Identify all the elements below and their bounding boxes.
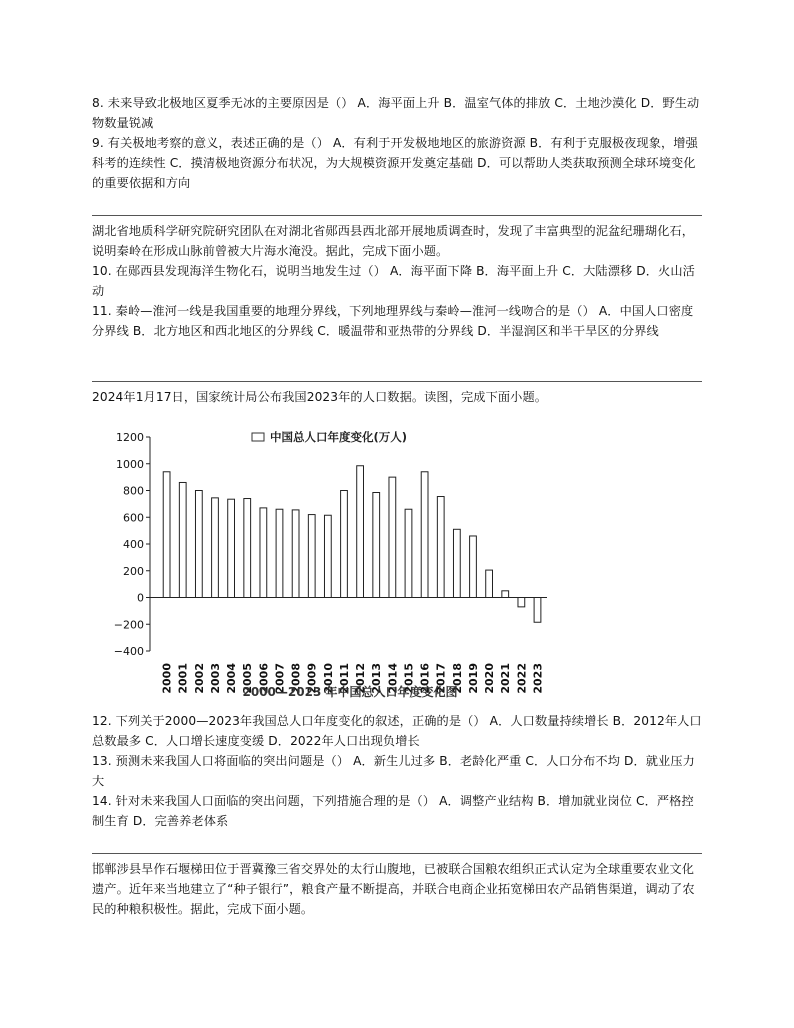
question-8: 8. 未来导致北极地区夏季无冰的主要原因是（） A．海平面上升 B．温室气体的排放 C．土地沙漠化 D．野生动物数量锐减 bbox=[92, 96, 700, 130]
x-tick-label: 2002 bbox=[192, 663, 206, 694]
x-tick-label: 2015 bbox=[402, 663, 416, 694]
bar-2004 bbox=[228, 499, 235, 597]
section-divider bbox=[92, 381, 702, 382]
bar-2002 bbox=[195, 491, 202, 598]
x-tick-label: 2008 bbox=[289, 663, 303, 694]
y-tick-label: 800 bbox=[123, 484, 144, 498]
question-12: 12. 下列关于2000—2023年我国总人口年度变化的叙述，正确的是（） A．人口数量持续增长 B．2012年人口总数最多 C．人口增长速度变缓 D．2022年人口出现负增长 bbox=[92, 714, 702, 748]
bar-2023 bbox=[534, 598, 541, 623]
chart-title: 2000—2023 年中国总人口年度变化图 bbox=[242, 685, 458, 699]
population-chart-svg bbox=[92, 425, 562, 705]
x-tick-label: 2013 bbox=[370, 663, 384, 694]
y-tick-label: 200 bbox=[123, 564, 144, 578]
question-14: 14. 针对未来我国人口面临的突出问题，下列措施合理的是（） A．调整产业结构 B．增加就业岗位 C．严格控制生育 D．完善养老体系 bbox=[92, 794, 694, 828]
bar-2013 bbox=[373, 493, 380, 598]
bar-2012 bbox=[357, 466, 364, 598]
x-tick-label: 2018 bbox=[450, 663, 464, 694]
bar-2001 bbox=[179, 482, 186, 597]
bar-2017 bbox=[437, 497, 444, 598]
x-tick-label: 2022 bbox=[515, 663, 529, 694]
bar-2006 bbox=[260, 508, 267, 598]
x-tick-label: 2000 bbox=[160, 663, 174, 694]
bar-2021 bbox=[502, 591, 509, 598]
y-tick-label: −200 bbox=[113, 618, 144, 632]
x-tick-label: 2009 bbox=[305, 663, 319, 694]
question-13: 13. 预测未来我国人口将面临的突出问题是（） A．新生儿过多 B．老龄化严重 C．人口分布不均 D．就业压力大 bbox=[92, 754, 695, 788]
bar-2007 bbox=[276, 509, 283, 597]
y-tick-label: 600 bbox=[123, 511, 144, 525]
x-tick-label: 2012 bbox=[354, 663, 368, 694]
x-tick-label: 2006 bbox=[257, 663, 271, 694]
y-tick-label: 1200 bbox=[116, 431, 144, 444]
x-tick-label: 2010 bbox=[321, 663, 335, 694]
x-tick-label: 2005 bbox=[241, 663, 255, 694]
x-tick-label: 2021 bbox=[499, 663, 513, 694]
question-9: 9. 有关极地考察的意义，表述正确的是（） A．有利于开发极地地区的旅游资源 B．有利于克服极夜现象，增强科考的连续性 C．摸清极地资源分布状况，为大规模资源开发奠定基础 D．可以帮助人类获取预测全球环境变化的重要依据和方向 bbox=[92, 136, 698, 190]
section-divider bbox=[92, 853, 702, 854]
section-fossil bbox=[92, 221, 702, 341]
bar-2018 bbox=[453, 529, 460, 597]
bar-2014 bbox=[389, 477, 396, 597]
bar-2005 bbox=[244, 499, 251, 598]
bar-2011 bbox=[341, 491, 348, 598]
bar-2003 bbox=[212, 498, 219, 598]
y-tick-label: −400 bbox=[113, 645, 144, 658]
passage-terraces: 邯郸涉县旱作石堰梯田位于晋冀豫三省交界处的太行山腹地，已被联合国粮农组织正式认定为全球重要农业文化遗产。近年来当地建立了“种子银行”，粮食产量不断提高，并联合电商企业拓宽梯田农产品销售渠道，调动了农民的种粮积极性。据此，完成下面小题。 bbox=[92, 862, 695, 916]
x-tick-label: 2017 bbox=[434, 663, 448, 694]
section-divider bbox=[92, 215, 702, 216]
question-10: 10. 在郧西县发现海洋生物化石，说明当地发生过（） A．海平面下降 B．海平面上升 C．大陆漂移 D．火山活动 bbox=[92, 264, 695, 298]
questions-8-9 bbox=[92, 93, 702, 193]
y-tick-label: 400 bbox=[123, 538, 144, 551]
x-tick-label: 2014 bbox=[386, 663, 400, 694]
bar-2020 bbox=[486, 570, 493, 597]
section-terraces bbox=[92, 859, 702, 919]
section-population bbox=[92, 387, 702, 407]
y-tick-label: 0 bbox=[137, 591, 144, 605]
bar-2015 bbox=[405, 509, 412, 597]
legend-swatch bbox=[252, 433, 264, 441]
questions-12-14 bbox=[92, 711, 702, 831]
bar-2022 bbox=[518, 598, 525, 607]
bar-2016 bbox=[421, 472, 428, 598]
passage-population: 2024年1月17日，国家统计局公布我国2023年的人口数据。读图，完成下面小题。 bbox=[92, 390, 548, 404]
x-tick-label: 2016 bbox=[418, 663, 432, 694]
x-tick-label: 2023 bbox=[531, 663, 545, 694]
x-tick-label: 2001 bbox=[176, 663, 190, 694]
legend-label: 中国总人口年度变化(万人) bbox=[270, 430, 408, 444]
bar-2008 bbox=[292, 510, 299, 598]
bar-2000 bbox=[163, 472, 170, 598]
passage-fossil: 湖北省地质科学研究院研究团队在对湖北省郧西县西北部开展地质调查时，发现了丰富典型的泥盆纪珊瑚化石，说明秦岭在形成山脉前曾被大片海水淹没。据此，完成下面小题。 bbox=[92, 224, 695, 258]
x-tick-label: 2011 bbox=[337, 663, 351, 694]
bar-2010 bbox=[324, 515, 331, 597]
x-tick-label: 2004 bbox=[225, 663, 239, 694]
x-tick-label: 2020 bbox=[483, 663, 497, 694]
population-chart bbox=[92, 425, 562, 705]
y-tick-label: 1000 bbox=[116, 457, 144, 471]
x-tick-label: 2003 bbox=[208, 663, 222, 694]
x-tick-label: 2019 bbox=[466, 663, 480, 694]
bar-2019 bbox=[470, 536, 477, 598]
x-tick-label: 2007 bbox=[273, 663, 287, 694]
question-11: 11. 秦岭—淮河一线是我国重要的地理分界线，下列地理界线与秦岭—淮河一线吻合的是（） A．中国人口密度分界线 B．北方地区和西北地区的分界线 C．暖温带和亚热带的分界线 D．半湿润区和半干旱区的分界线 bbox=[92, 304, 694, 338]
bar-2009 bbox=[308, 515, 315, 598]
